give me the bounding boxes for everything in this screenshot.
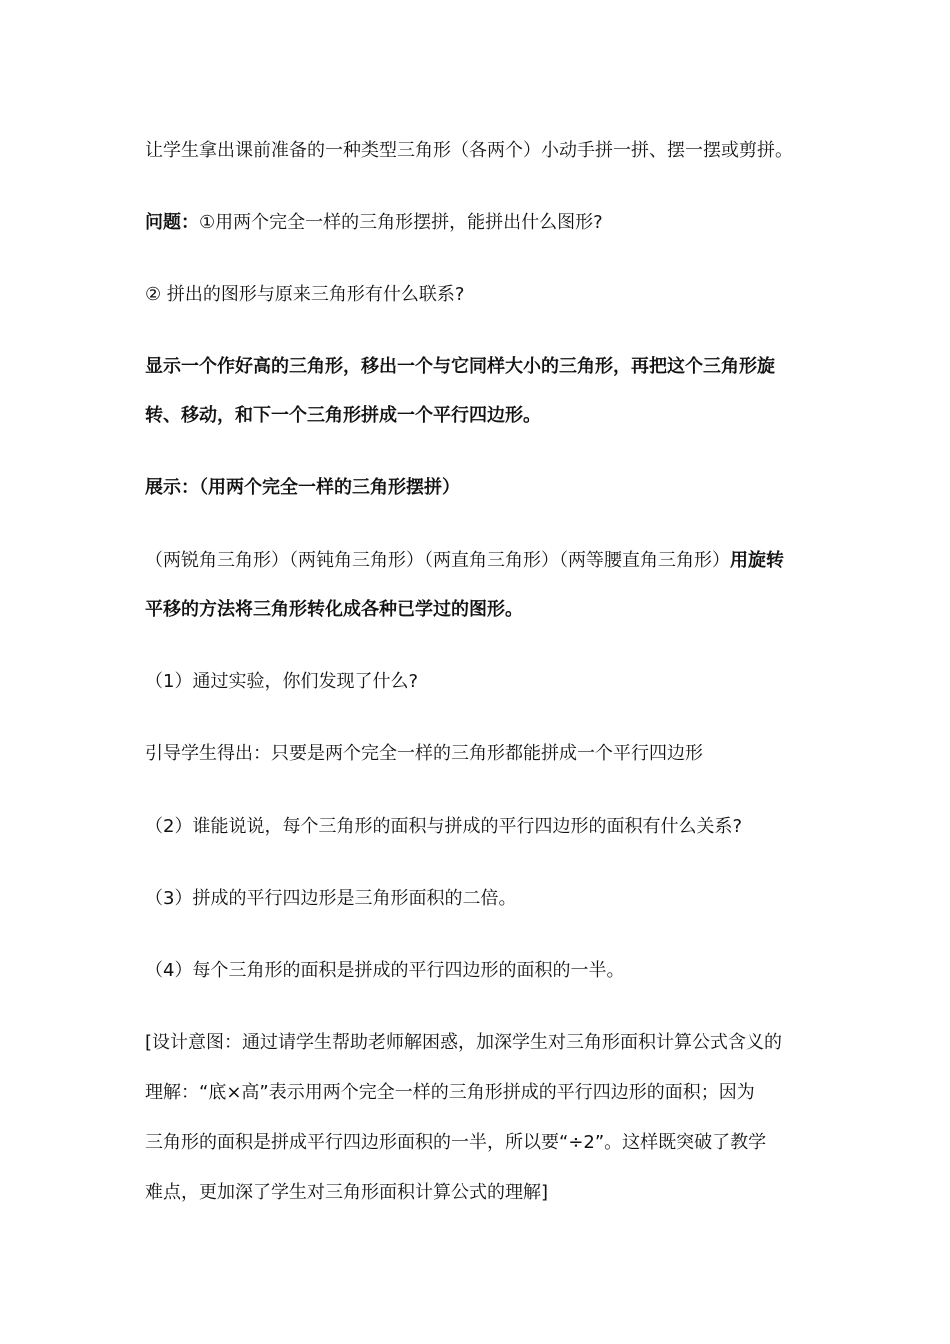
design-text-1: [设计意图：通过请学生帮助老师解困惑，加深学生对三角形面积计算公式含义的	[145, 1032, 783, 1053]
paragraph-design-line-3	[145, 1131, 810, 1155]
paragraph-question	[145, 211, 810, 235]
triangle-types-text: （两锐角三角形）（两钝角三角形）（两直角三角形）（两等腰直角三角形）	[145, 550, 730, 571]
paragraph-transform	[145, 598, 810, 622]
demo-text-2: 转、移动，和下一个三角形拼成一个平行四边形。	[145, 405, 541, 426]
step-3-text: （3）拼成的平行四边形是三角形面积的二倍。	[145, 888, 517, 909]
paragraph-show-heading	[145, 476, 810, 500]
question-text: ①用两个完全一样的三角形摆拼，能拼出什么图形?	[199, 212, 603, 233]
paragraph-step-3	[145, 887, 810, 911]
paragraph-step-1	[145, 670, 810, 694]
paragraph-design-line-2	[145, 1081, 810, 1105]
demo-text-1: 显示一个作好高的三角形，移出一个与它同样大小的三角形，再把这个三角形旋	[145, 356, 775, 377]
paragraph-demo-line-2	[145, 404, 810, 428]
paragraph-step-2	[145, 815, 810, 839]
question-label: 问题：	[145, 212, 199, 233]
show-heading-text: 展示：（用两个完全一样的三角形摆拼）	[145, 477, 460, 498]
step-4-text: （4）每个三角形的面积是拼成的平行四边形的面积的一半。	[145, 960, 625, 981]
paragraph-design-line-1	[145, 1031, 810, 1055]
transform-text: 平移的方法将三角形转化成各种已学过的图形。	[145, 599, 523, 620]
step-2-text: （2）谁能说说，每个三角形的面积与拼成的平行四边形的面积有什么关系?	[145, 816, 743, 837]
intro-text: 让学生拿出课前准备的一种类型三角形（各两个）小动手拼一拼、摆一摆或剪拼。	[145, 140, 793, 161]
triangle-types-bold: 用旋转	[730, 550, 784, 571]
paragraph-triangle-types	[145, 549, 810, 573]
paragraph-demo-line-1	[145, 355, 810, 379]
paragraph-intro	[145, 139, 810, 163]
guide-text: 引导学生得出：只要是两个完全一样的三角形都能拼成一个平行四边形	[145, 743, 703, 764]
design-text-3: 三角形的面积是拼成平行四边形面积的一半，所以要“÷2”。这样既突破了教学	[145, 1132, 767, 1153]
question-2-text: ② 拼出的图形与原来三角形有什么联系?	[145, 284, 465, 305]
step-1-text: （1）通过实验，你们发现了什么?	[145, 671, 419, 692]
paragraph-question-2	[145, 283, 810, 307]
paragraph-step-4	[145, 959, 810, 983]
paragraph-guide	[145, 742, 810, 766]
design-text-4: 难点，更加深了学生对三角形面积计算公式的理解]	[145, 1182, 549, 1203]
paragraph-design-line-4	[145, 1181, 810, 1205]
design-text-2: 理解：“底×高”表示用两个完全一样的三角形拼成的平行四边形的面积；因为	[145, 1082, 755, 1103]
